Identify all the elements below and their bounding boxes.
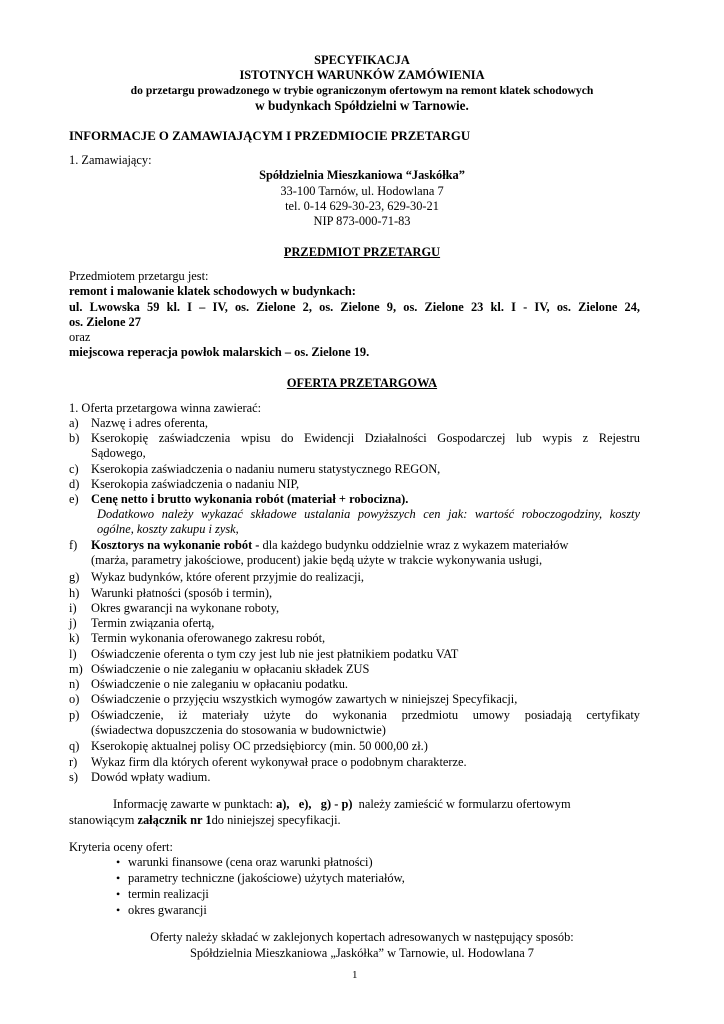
list-item: Kserokopia zaświadczenia o nadaniu NIP, [91, 477, 300, 491]
list-item: Warunki płatności (sposób i termin), [91, 586, 273, 600]
list-label: j) [69, 616, 77, 630]
criteria-label: Kryteria oceny ofert: [69, 840, 173, 854]
org-nip: NIP 873-000-71-83 [313, 214, 411, 228]
list-item: Cenę netto i brutto wykonania robót (materiał + robocizna). [91, 492, 409, 506]
list-label: f) [69, 538, 78, 552]
list-item: Kserokopię aktualnej polisy OC przedsiębiorcy (min. 50 000,00 zł.) [91, 739, 428, 753]
list-label: k) [69, 631, 80, 645]
info-text: Informację zawarte w punktach: [113, 797, 277, 811]
list-item-continuation: (marża, parametry jakościowe, producent) jakie będą użyte w trakcie wykonywania usługi, [91, 553, 543, 567]
list-label: o) [69, 692, 80, 706]
bullet-icon: • [116, 855, 121, 869]
delivery-address: Spółdzielnia Mieszkaniowa „Jaskółka” w Tarnowie, ul. Hodowlana 7 [189, 946, 535, 960]
zamawiajacy-label: 1. Zamawiający: [69, 153, 152, 167]
attachment-ref: załącznik nr 1 [137, 813, 212, 827]
delivery-instructions: Oferty należy składać w zaklejonych kopertach adresowanych w następujący sposób: [150, 930, 574, 944]
title-warunki: ISTOTNYCH WARUNKÓW ZAMÓWIENIA [239, 68, 485, 82]
bullet-icon: • [116, 903, 121, 917]
info-text: należy zamieścić w formularzu ofertowym [352, 797, 571, 811]
bullet-icon: • [116, 887, 121, 901]
info-text: stanowiącym [69, 813, 138, 827]
list-item: Oświadczenie oferenta o tym czy jest lub nie jest płatnikiem podatku VAT [91, 647, 459, 661]
list-item-bold: Kosztorys na wykonanie robót - [91, 538, 260, 552]
list-label: p) [69, 708, 80, 722]
list-item: Oświadczenie o przyjęciu wszystkich wymogów zawartych w niniejszej Specyfikacji, [91, 692, 518, 706]
list-item: Kserokopię zaświadczenia wpisu do Ewidencji Działalności Gospodarczej lub wypis z Rejestru [91, 431, 640, 445]
org-name: Spółdzielnia Mieszkaniowa “Jaskółka” [259, 168, 465, 182]
info-paragraph-line1 [113, 797, 571, 812]
criteria-item: termin realizacji [128, 887, 209, 901]
list-item: Termin związania ofertą, [91, 616, 215, 630]
list-item-note: ogólne, koszty zakupu i zysk, [97, 522, 239, 536]
bullet-icon: • [116, 871, 121, 885]
list-item: Oświadczenie, iż materiały użyte do wykonania przedmiotu umowy posiadają certyfikaty [91, 708, 640, 722]
section-heading-informacje: INFORMACJE O ZAMAWIAJĄCYM I PRZEDMIOCIE PRZETARGU [69, 129, 471, 143]
oferta-intro: 1. Oferta przetargowa winna zawierać: [69, 401, 262, 415]
list-item: Wykaz firm dla których oferent wykonywał prace o podobnym charakterze. [91, 755, 467, 769]
list-label: g) [69, 570, 80, 584]
list-item-continuation: (świadectwa dopuszczenia do stosowania w budownictwie) [91, 723, 386, 737]
list-label: l) [69, 647, 77, 661]
list-item: Nazwę i adres oferenta, [91, 416, 208, 430]
info-points: a), e), g) - p) [276, 797, 353, 811]
list-label: d) [69, 477, 80, 491]
list-item: Oświadczenie o nie zaleganiu w opłacaniu składek ZUS [91, 662, 370, 676]
list-label: n) [69, 677, 80, 691]
przedmiot-repair: miejscowa reperacja powłok malarskich – os. Zielone 19. [69, 345, 370, 359]
info-text: do niniejszej specyfikacji. [211, 813, 341, 827]
list-item-continuation: Sądowego, [91, 446, 146, 460]
section-heading-przedmiot: PRZEDMIOT PRZETARGU [283, 245, 441, 259]
list-item-rest: dla każdego budynku oddzielnie wraz z wykazem materiałów [259, 538, 569, 552]
info-paragraph-line2 [69, 813, 341, 828]
page-number: 1 [352, 969, 358, 981]
przedmiot-oraz: oraz [69, 330, 91, 344]
list-label: c) [69, 462, 79, 476]
section-heading-oferta: OFERTA PRZETARGOWA [286, 376, 438, 390]
list-label: s) [69, 770, 78, 784]
przedmiot-addresses-line1: ul. Lwowska 59 kl. I – IV, os. Zielone 2, os. Zielone 9, os. Zielone 23 kl. I - IV, os. Zielone 24, [69, 300, 640, 314]
list-label: h) [69, 586, 80, 600]
list-item [91, 538, 568, 553]
org-phone: tel. 0-14 629-30-23, 629-30-21 [285, 199, 439, 213]
list-item: Dowód wpłaty wadium. [91, 770, 211, 784]
list-item: Oświadczenie o nie zaleganiu w opłacaniu podatku. [91, 677, 349, 691]
list-label: m) [69, 662, 83, 676]
title-specyfikacja: SPECYFIKACJA [314, 53, 410, 67]
list-label: r) [69, 755, 78, 769]
criteria-item: okres gwarancji [128, 903, 207, 917]
list-item: Termin wykonania oferowanego zakresu robót, [91, 631, 326, 645]
title-tryb: do przetargu prowadzonego w trybie ograniczonym ofertowym na remont klatek schodowych [130, 84, 594, 97]
criteria-item: warunki finansowe (cena oraz warunki płatności) [128, 855, 373, 869]
list-item: Kserokopia zaświadczenia o nadaniu numeru statystycznego REGON, [91, 462, 441, 476]
list-label: q) [69, 739, 80, 753]
list-item: Okres gwarancji na wykonane roboty, [91, 601, 280, 615]
list-label: e) [69, 492, 79, 506]
przedmiot-scope: remont i malowanie klatek schodowych w budynkach: [69, 284, 356, 298]
list-label: i) [69, 601, 77, 615]
criteria-item: parametry techniczne (jakościowe) użytych materiałów, [128, 871, 405, 885]
title-budynki: w budynkach Spółdzielni w Tarnowie. [255, 98, 469, 113]
list-item-note: Dodatkowo należy wykazać składowe ustalania powyższych cen jak: wartość roboczogodziny, koszty [97, 507, 640, 521]
przedmiot-intro: Przedmiotem przetargu jest: [69, 269, 209, 283]
list-label: b) [69, 431, 80, 445]
list-item: Wykaz budynków, które oferent przyjmie do realizacji, [91, 570, 364, 584]
org-address: 33-100 Tarnów, ul. Hodowlana 7 [280, 184, 444, 198]
przedmiot-addresses-line2: os. Zielone 27 [69, 315, 141, 329]
list-label: a) [69, 416, 79, 430]
